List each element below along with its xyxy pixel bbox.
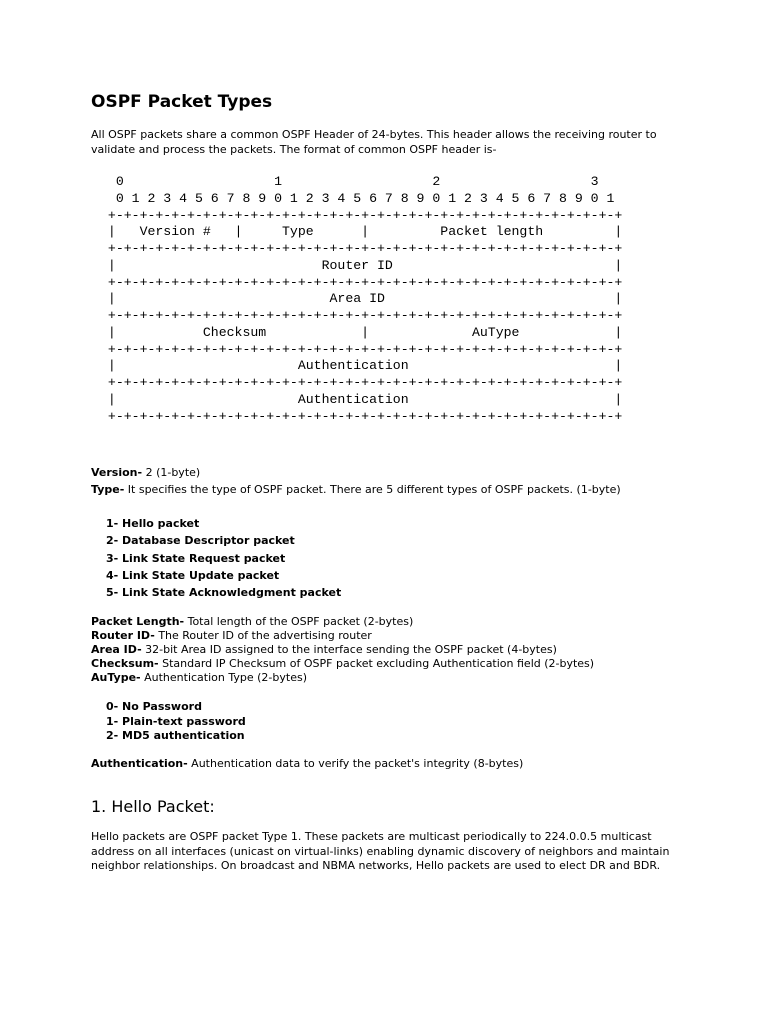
type-definition [91,483,621,498]
list-item: 0- No Password [106,700,202,713]
ospf-header-diagram [100,174,622,425]
diagram-line: | Area ID | [100,291,623,307]
definition-term: Checksum- [91,657,159,670]
page-title: OSPF Packet Types [91,92,273,112]
diagram-line: 0 1 2 3 [100,174,599,189]
definition-term: Type- [91,483,125,496]
definition-text: Total length of the OSPF packet (2-bytes) [184,615,414,628]
diagram-line: +-+-+-+-+-+-+-+-+-+-+-+-+-+-+-+-+-+-+-+-+-+-+-+-+-+-+-+-+-+-+-+-+ [100,408,623,424]
authentication-definition [91,757,523,772]
definition-text: It specifies the type of OSPF packet. There are 5 different types of OSPF packets. (1-byte) [124,483,621,496]
definition-term: Version- [91,466,143,479]
definition-term: Authentication- [91,757,188,770]
hello-paragraph: Hello packets are OSPF packet Type 1. These packets are multicast periodically to 224.0.0.5 multicast address on all interfaces (unicast on virtual-links) enabling dynamic discovery of neighbors and maintain neighbor relationships. On broadcast and NBMA networks, Hello packets are used to elect DR and BDR. [91,830,670,872]
diagram-line: | Authentication | [100,391,623,407]
definition-term: Router ID- [91,629,155,642]
list-item: 3- Link State Request packet [106,551,286,565]
diagram-line: +-+-+-+-+-+-+-+-+-+-+-+-+-+-+-+-+-+-+-+-+-+-+-+-+-+-+-+-+-+-+-+-+ [100,241,623,256]
definition-text: 2 (1-byte) [142,466,201,479]
definition-text: Authentication data to verify the packet's integrity (8-bytes) [187,757,524,770]
diagram-line: +-+-+-+-+-+-+-+-+-+-+-+-+-+-+-+-+-+-+-+-+-+-+-+-+-+-+-+-+-+-+-+-+ [100,207,623,223]
definition-text: The Router ID of the advertising router [154,629,372,642]
intro-paragraph: All OSPF packets share a common OSPF Header of 24-bytes. This header allows the receiving router to validate and process the packets. The format of common OSPF header is- [91,128,657,156]
diagram-line: | Version # | Type | Packet length | [100,224,623,240]
list-item: 4- Link State Update packet [106,568,280,582]
definition-text: Authentication Type (2-bytes) [140,671,307,684]
list-item: 2- MD5 authentication [106,729,245,742]
packet-length-definition [91,615,413,630]
diagram-line: | Checksum | AuType | [100,324,623,340]
definition-term: AuType- [91,671,141,684]
area-id-definition [91,643,557,658]
autype-list [106,700,246,744]
diagram-line: +-+-+-+-+-+-+-+-+-+-+-+-+-+-+-+-+-+-+-+-+-+-+-+-+-+-+-+-+-+-+-+-+ [100,274,623,290]
list-item: 1- Plain-text password [106,714,246,728]
section-heading: 1. Hello Packet: [91,797,215,816]
list-item: 5- Link State Acknowledgment packet [106,586,342,600]
definition-term: Area ID- [91,643,142,656]
diagram-line: +-+-+-+-+-+-+-+-+-+-+-+-+-+-+-+-+-+-+-+-+-+-+-+-+-+-+-+-+-+-+-+-+ [100,375,623,390]
router-id-definition [91,629,372,644]
checksum-definition [91,657,594,672]
version-definition [91,466,200,481]
packet-type-list [106,517,341,603]
diagram-line: | Authentication | [100,358,623,374]
diagram-line: +-+-+-+-+-+-+-+-+-+-+-+-+-+-+-+-+-+-+-+-+-+-+-+-+-+-+-+-+-+-+-+-+ [100,341,623,357]
list-item: 1- Hello packet [106,517,200,530]
diagram-line: +-+-+-+-+-+-+-+-+-+-+-+-+-+-+-+-+-+-+-+-+-+-+-+-+-+-+-+-+-+-+-+-+ [100,308,623,323]
autype-definition [91,671,307,686]
definition-term: Packet Length- [91,615,185,628]
definition-text: 32-bit Area ID assigned to the interface sending the OSPF packet (4-bytes) [141,643,557,656]
definition-text: Standard IP Checksum of OSPF packet excluding Authentication field (2-bytes) [158,657,595,670]
diagram-line: 0 1 2 3 4 5 6 7 8 9 0 1 2 3 4 5 6 7 8 9 0 1 2 3 4 5 6 7 8 9 0 1 [100,190,615,206]
list-item: 2- Database Descriptor packet [106,534,295,548]
diagram-line: | Router ID | [100,257,623,273]
